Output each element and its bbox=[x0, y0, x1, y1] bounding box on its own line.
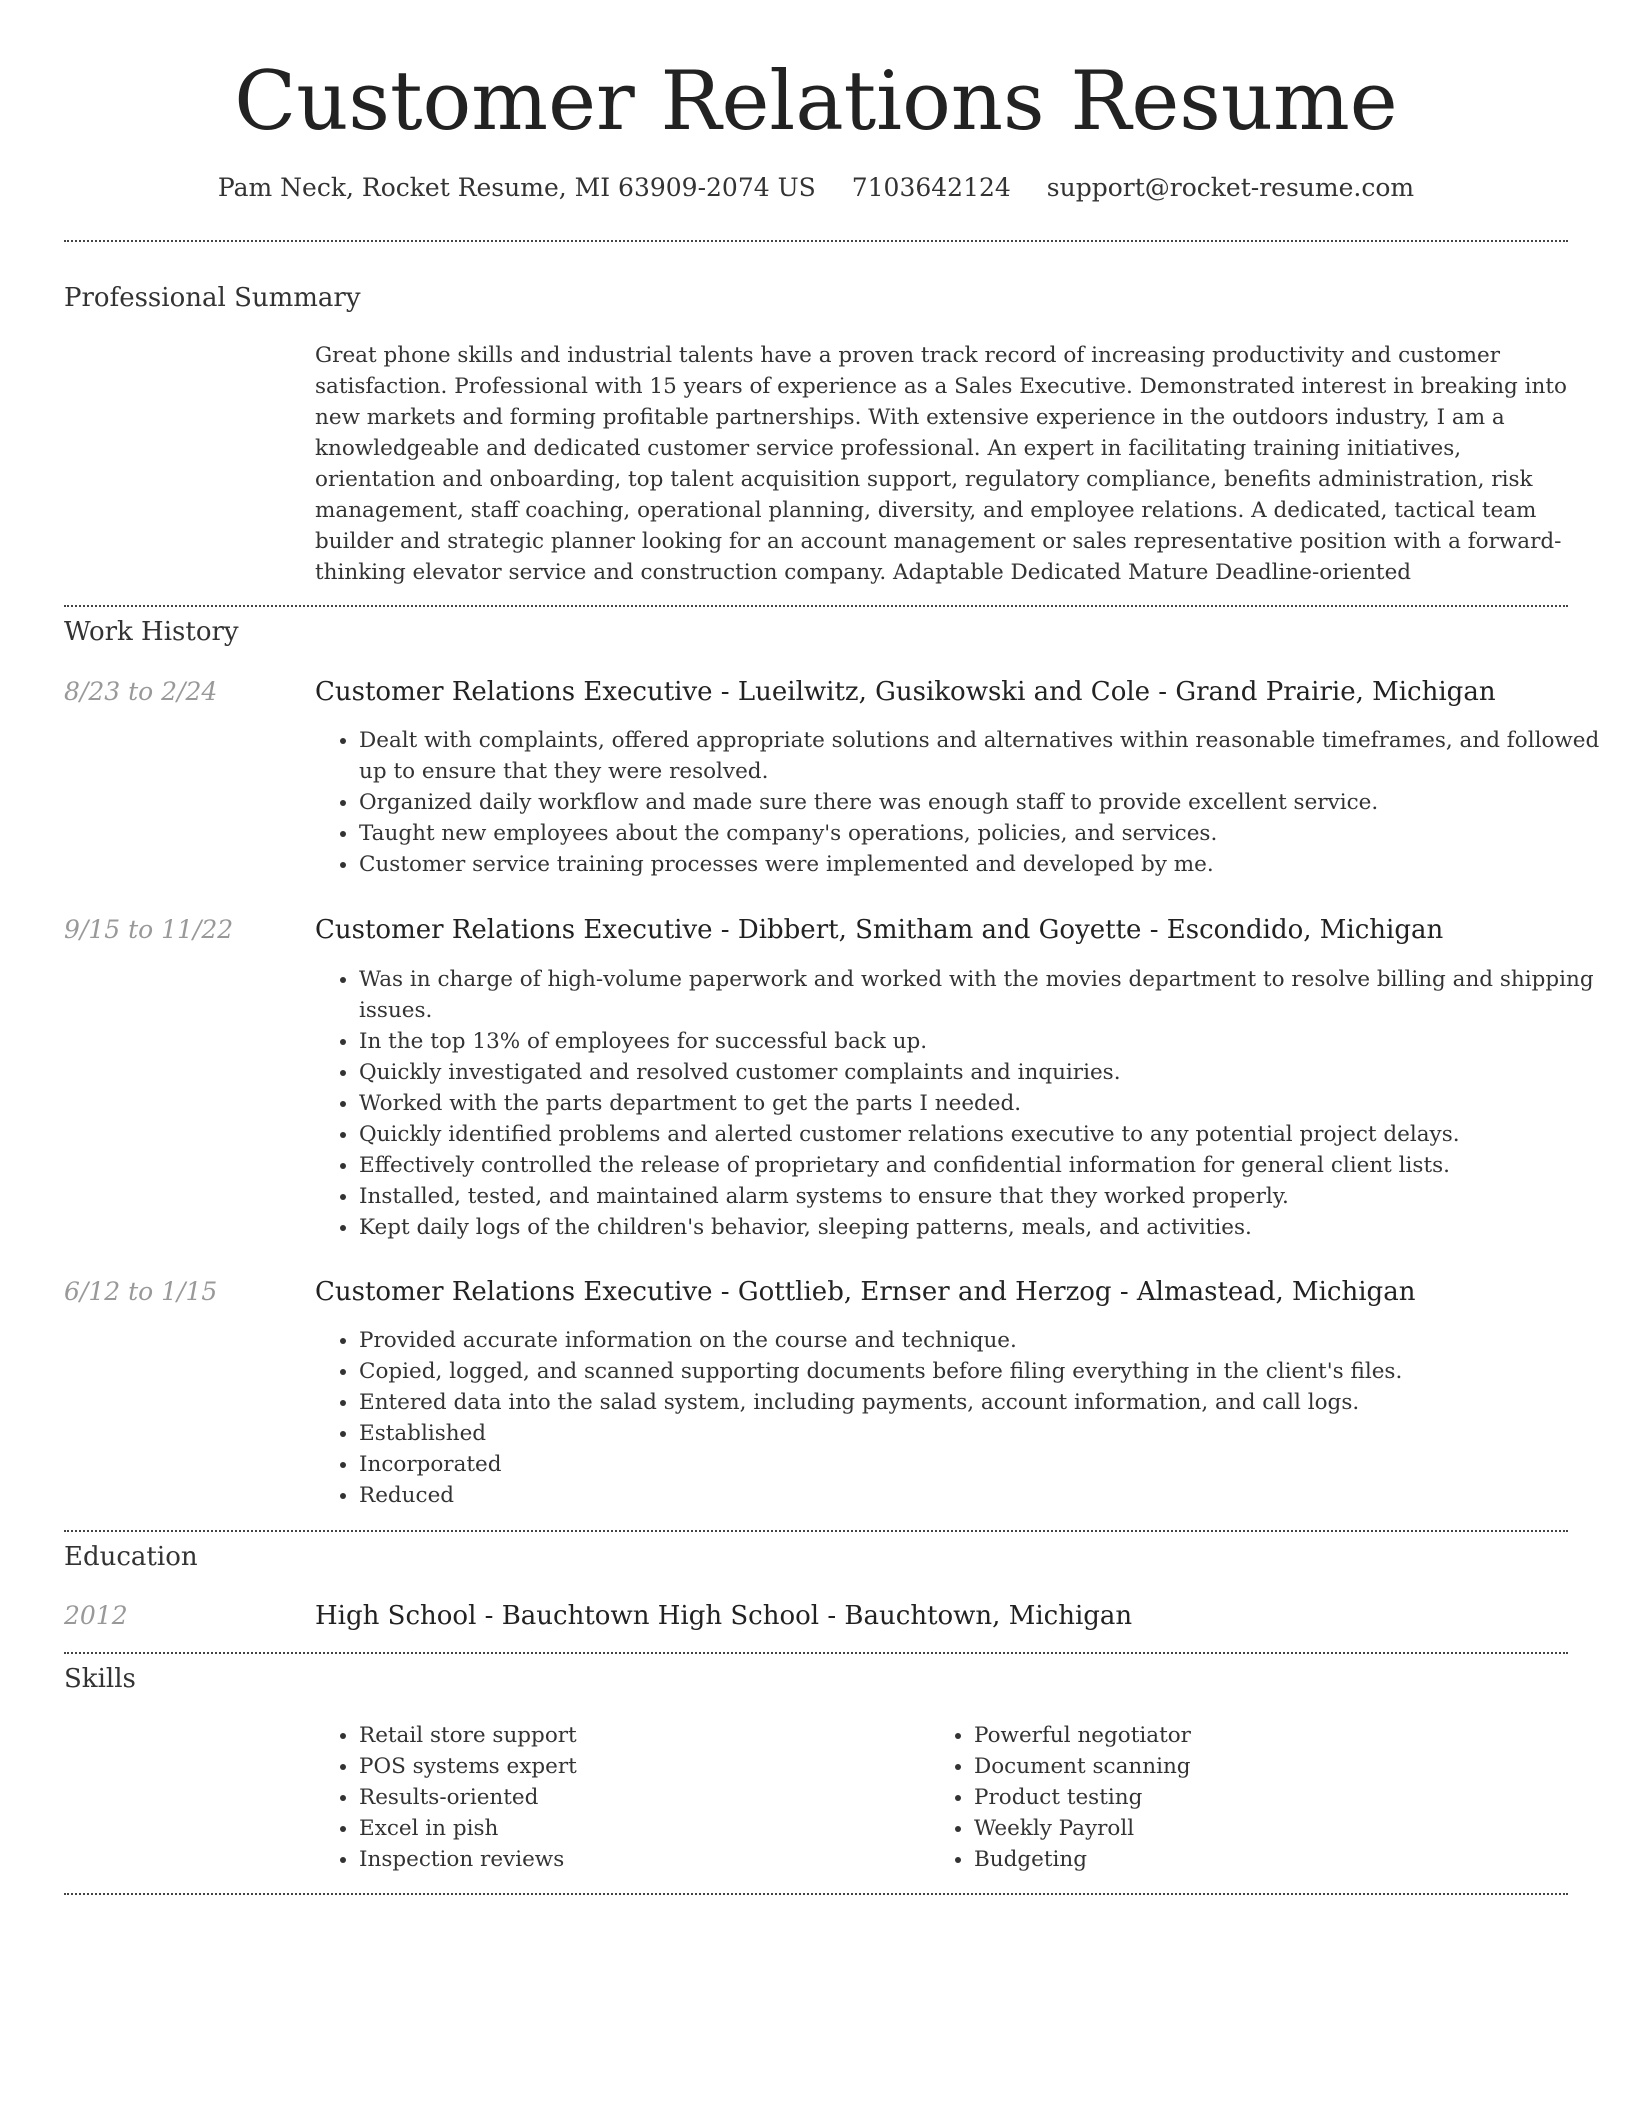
job-bullet: • Entered data into the salad system, including payments, account information, and call logs. bbox=[359, 1387, 1613, 1418]
work-history-heading: Work History bbox=[64, 617, 239, 647]
job-bullet: • Provided accurate information on the course and technique. bbox=[359, 1325, 1613, 1356]
summary-text: Great phone skills and industrial talents have a proven track record of increasing productivity and customer satisfaction. Professional with 15 years of experience as a Sales Executive. Demonstrated interest in breaking into new markets and forming profitable partnerships. With extensive experience in the outdoors industry, I am a knowledgeable and dedicated customer service professional. An expert in facilitating training initiatives, orientation and onboarding, top talent acquisition support, regulatory compliance, benefits administration, risk management, staff coaching, operational planning, diversity, and employee relations. A dedicated, tactical team builder and strategic planner looking for an account management or sales representative position with a forward-thinking elevator service and construction company. Adaptable Dedicated Mature Deadline-oriented bbox=[315, 343, 1567, 585]
job-title: Customer Relations Executive - Gottlieb, Ernser and Herzog - Almastead, Michigan bbox=[315, 1277, 1416, 1307]
job-bullet: • Established bbox=[359, 1418, 1613, 1449]
skill-item: • POS systems expert bbox=[359, 1751, 919, 1782]
contact-address: Pam Neck, Rocket Resume, MI 63909-2074 US bbox=[217, 173, 816, 202]
contact-email: support@rocket-resume.com bbox=[1046, 173, 1415, 202]
contact-line bbox=[0, 172, 1632, 204]
skill-item: • Budgeting bbox=[974, 1844, 1574, 1875]
skill-item: • Results-oriented bbox=[359, 1782, 919, 1813]
divider bbox=[64, 1893, 1568, 1895]
job-dates: 6/12 to 1/15 bbox=[64, 1277, 218, 1306]
job-dates: 9/15 to 11/22 bbox=[64, 915, 234, 944]
job-bullet: • Reduced bbox=[359, 1480, 1613, 1511]
education-entry: High School - Bauchtown High School - Bauchtown, Michigan bbox=[315, 1601, 1133, 1631]
job-bullet: • In the top 13% of employees for successful back up. bbox=[359, 1026, 1613, 1057]
job-title: Customer Relations Executive - Lueilwitz, Gusikowski and Cole - Grand Prairie, Michigan bbox=[315, 677, 1496, 707]
job-bullet: • Customer service training processes were implemented and developed by me. bbox=[359, 849, 1613, 880]
job-bullet: • Effectively controlled the release of proprietary and confidential information for general client lists. bbox=[359, 1150, 1613, 1181]
skill-item: • Document scanning bbox=[974, 1751, 1574, 1782]
skill-item: • Powerful negotiator bbox=[974, 1720, 1574, 1751]
job-bullet: • Worked with the parts department to get the parts I needed. bbox=[359, 1088, 1613, 1119]
skill-item: • Retail store support bbox=[359, 1720, 919, 1751]
resume-title: Customer Relations Resume bbox=[234, 55, 1398, 149]
skill-item: • Product testing bbox=[974, 1782, 1574, 1813]
skills-heading: Skills bbox=[64, 1664, 136, 1694]
job-bullet: • Quickly identified problems and alerted customer relations executive to any potential project delays. bbox=[359, 1119, 1613, 1150]
job-bullet: • Copied, logged, and scanned supporting documents before filing everything in the client's files. bbox=[359, 1356, 1613, 1387]
skill-item: • Weekly Payroll bbox=[974, 1813, 1574, 1844]
education-year: 2012 bbox=[64, 1601, 128, 1630]
skills-list-right bbox=[930, 1720, 1574, 1875]
job-bullet: • Quickly investigated and resolved customer complaints and inquiries. bbox=[359, 1057, 1613, 1088]
education-heading: Education bbox=[64, 1542, 198, 1572]
summary-heading: Professional Summary bbox=[64, 283, 361, 313]
skill-item: • Inspection reviews bbox=[359, 1844, 919, 1875]
job-bullet: • Installed, tested, and maintained alarm systems to ensure that they worked properly. bbox=[359, 1181, 1613, 1212]
divider bbox=[64, 605, 1568, 607]
divider bbox=[64, 1652, 1568, 1654]
job-bullet: • Taught new employees about the company's operations, policies, and services. bbox=[359, 818, 1613, 849]
job-bullet: • Dealt with complaints, offered appropriate solutions and alternatives within reasonable timeframes, and followed up to ensure that they were resolved. bbox=[359, 725, 1613, 787]
job-bullets bbox=[315, 1325, 1613, 1511]
job-bullet: • Organized daily workflow and made sure there was enough staff to provide excellent service. bbox=[359, 787, 1613, 818]
skill-item: • Excel in pish bbox=[359, 1813, 919, 1844]
job-bullet: • Incorporated bbox=[359, 1449, 1613, 1480]
divider bbox=[64, 240, 1568, 242]
job-title: Customer Relations Executive - Dibbert, Smitham and Goyette - Escondido, Michigan bbox=[315, 915, 1444, 945]
job-bullet: • Was in charge of high-volume paperwork and worked with the movies department to resolve billing and shipping issues. bbox=[359, 964, 1613, 1026]
divider bbox=[64, 1530, 1568, 1532]
job-bullets bbox=[315, 964, 1613, 1243]
contact-phone: 7103642124 bbox=[851, 173, 1011, 202]
job-bullet: • Kept daily logs of the children's behavior, sleeping patterns, meals, and activities. bbox=[359, 1212, 1613, 1243]
job-bullets bbox=[315, 725, 1613, 880]
job-dates: 8/23 to 2/24 bbox=[64, 677, 218, 706]
skills-list-left bbox=[315, 1720, 919, 1875]
